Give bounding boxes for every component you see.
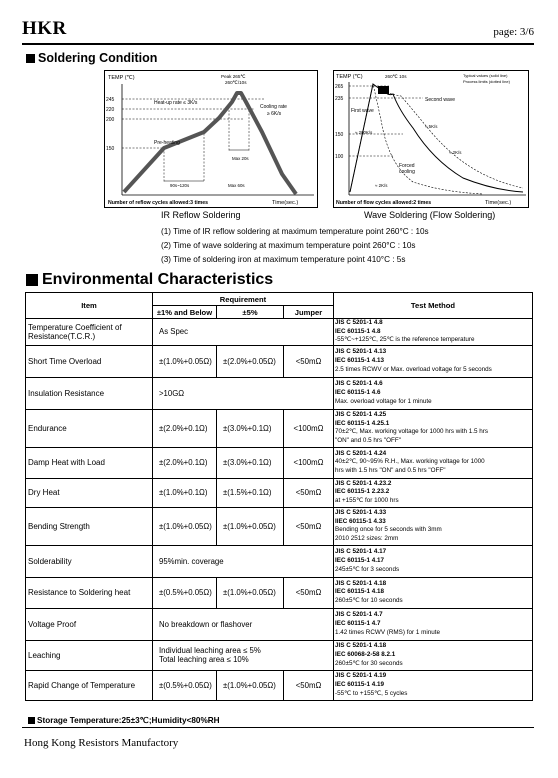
row-item: Bending Strength	[26, 507, 153, 545]
header-divider	[22, 43, 534, 45]
caption-ir-reflow: IR Reflow Soldering	[161, 210, 241, 220]
row-req-5pct: ±(1.0%+0.05Ω)	[217, 507, 284, 545]
storage-condition	[28, 715, 220, 725]
reflow-t1-label: 90s~120s	[170, 183, 190, 188]
table-row	[26, 345, 533, 377]
header-jumper: Jumper	[284, 306, 334, 319]
wave-tick-100: 100	[335, 154, 344, 160]
reflow-y-label: TEMP (℃)	[108, 75, 135, 81]
note-iron-time: (3) Time of soldering iron at maximum temperature point 410°C : 5s	[161, 255, 406, 264]
wave-soldering-chart	[333, 70, 529, 208]
reflow-tick-245: 245	[106, 97, 115, 103]
row-req-5pct: ±(3.0%+0.1Ω)	[217, 409, 284, 447]
wave-frame	[334, 71, 529, 208]
table-row	[26, 478, 533, 507]
wave-rate-3: ≈ 2K/s	[449, 150, 462, 155]
row-req-1pct: ±(1.0%+0.05Ω)	[153, 345, 217, 377]
ir-reflow-chart	[104, 70, 318, 208]
page-number: page: 3/6	[493, 26, 534, 38]
row-test-method: JIS C 5201-1 4.8 IEC 60115-1 4.8 -55℃~+125℃, 25℃ is the reference temperature	[334, 319, 533, 346]
table-row	[26, 409, 533, 447]
note-ir-reflow-time: (1) Time of IR reflow soldering at maximum temperature point 260°C : 10s	[161, 227, 429, 236]
reflow-cooling-label: Cooling rate	[260, 104, 287, 110]
wave-rate-4: ≈ 2K/s	[375, 183, 388, 188]
row-requirement: 95%min. coverage	[153, 545, 334, 577]
row-item: Leaching	[26, 640, 153, 670]
reflow-tick-220: 220	[106, 107, 115, 113]
row-requirement: As Spec	[153, 319, 334, 346]
row-item: Insulation Resistance	[26, 377, 153, 409]
reflow-tick-200: 200	[106, 117, 115, 123]
row-req-1pct: ±(1.0%+0.05Ω)	[153, 507, 217, 545]
leaching-total: Total leaching area ≤ 10%	[159, 655, 249, 665]
wave-rate-1: ≈ 200K/s	[355, 130, 373, 135]
reflow-peak-time: 260℃/10s	[225, 80, 247, 85]
row-test-method: JIS C 5201-1 4.6 IEC 60115-1 4.6 Max. overload voltage for 1 minute	[334, 377, 533, 409]
wave-cooling-label: cooling	[399, 169, 415, 175]
header-5pct: ±5%	[217, 306, 284, 319]
storage-text: Storage Temperature:25±3℃;Humidity<80%RH	[37, 716, 220, 725]
table-row	[26, 447, 533, 478]
footer-company: Hong Kong Resistors Manufactory	[24, 737, 179, 749]
row-requirement: >10GΩ	[153, 377, 334, 409]
row-req-jumper: <100mΩ	[284, 409, 334, 447]
environmental-title-text: Environmental Characteristics	[42, 271, 274, 288]
row-req-jumper: <100mΩ	[284, 447, 334, 478]
header-1pct: ±1% and Below	[153, 306, 217, 319]
reflow-frame	[105, 71, 318, 208]
row-test-method: JIS C 5201-1 4.23.2 IEC 60115-1 2.23.2 at +155℃ for 1000 hrs	[334, 478, 533, 507]
row-req-jumper: <50mΩ	[284, 345, 334, 377]
row-req-5pct: ±(1.0%+0.05Ω)	[217, 577, 284, 608]
row-item: Endurance	[26, 409, 153, 447]
row-req-jumper: <50mΩ	[284, 507, 334, 545]
row-req-jumper: <50mΩ	[284, 670, 334, 700]
reflow-peak-label: Peak 265℃	[221, 74, 246, 79]
row-item: Voltage Proof	[26, 608, 153, 640]
header-test-method: Test Method	[334, 293, 533, 319]
wave-y-label: TEMP (℃)	[336, 74, 363, 80]
table-row	[26, 670, 533, 700]
row-item: Resistance to Soldering heat	[26, 577, 153, 608]
reflow-heatup-label: Heat-up rate ≤ 3K/s	[154, 100, 198, 106]
reflow-time-label: Time(sec.)	[272, 200, 299, 206]
reflow-preheat-label: Pre-heating	[154, 140, 180, 146]
row-test-method: JIS C 5201-1 4.7 IEC 60115-1 4.7 1.42 times RCWV (RMS) for 1 minute	[334, 608, 533, 640]
row-req-5pct: ±(1.5%+0.1Ω)	[217, 478, 284, 507]
row-req-5pct: ±(1.0%+0.05Ω)	[217, 670, 284, 700]
wave-rate-2: ≈ 5K/s	[425, 124, 438, 129]
wave-forced-label: Forced	[399, 163, 415, 169]
row-test-method: JIS C 5201-1 4.24 40±2℃, 90~95% R.H., Max. working voltage for 1000 hrs with 1.5 hrs "ON" and 0.5 hrs "OFF"	[334, 447, 533, 478]
table-row	[26, 640, 533, 670]
reflow-t3-label: Max 60s	[228, 183, 245, 188]
row-req-5pct: ±(2.0%+0.05Ω)	[217, 345, 284, 377]
bullet-square-icon	[28, 717, 35, 724]
leaching-individual: Individual leaching area ≤ 5%	[159, 646, 261, 656]
bullet-square-icon	[26, 54, 35, 63]
wave-tick-265: 265	[335, 84, 344, 90]
row-req-1pct: ±(2.0%+0.1Ω)	[153, 409, 217, 447]
note-wave-time: (2) Time of wave soldering at maximum temperature point 260°C : 10s	[161, 241, 416, 250]
row-item: Solderability	[26, 545, 153, 577]
wave-peak-label: 260℃ 10s	[385, 74, 407, 79]
row-req-1pct: ±(0.5%+0.05Ω)	[153, 577, 217, 608]
row-test-method: JIS C 5201-1 4.33 IIEC 60115-1 4.33 Bending once for 5 seconds with 3mm 2010 2512 sizes: 2mm	[334, 507, 533, 545]
row-test-method: JIS C 5201-1 4.18 IEC 60068-2-58 8.2.1 260±5℃ for 30 seconds	[334, 640, 533, 670]
row-test-method: JIS C 5201-1 4.25 IEC 60115-1 4.25.1 70±2℃, Max. working voltage for 1000 hrs with 1.5 hrs "ON" and 0.5 hrs "OFF"	[334, 409, 533, 447]
header-item: Item	[26, 293, 153, 319]
table-row	[26, 377, 533, 409]
wave-second-label: Second wave	[425, 97, 456, 103]
reflow-t2-label: Max 20s	[232, 156, 249, 161]
reflow-cycles-label: Number of reflow cycles allowed:3 times	[108, 200, 209, 206]
row-test-method: JIS C 5201-1 4.19 IEC 60115-1 4.19 -55℃ to +155℃, 5 cycles	[334, 670, 533, 700]
row-req-1pct: ±(0.5%+0.05Ω)	[153, 670, 217, 700]
wave-cycles-label: Number of flow cycles allowed:2 times	[336, 200, 432, 206]
reflow-tick-150: 150	[106, 146, 115, 152]
wave-time-label: Time(sec.)	[485, 200, 512, 206]
row-requirement	[153, 640, 334, 670]
row-item: Dry Heat	[26, 478, 153, 507]
wave-tick-150: 150	[335, 132, 344, 138]
row-req-jumper: <50mΩ	[284, 577, 334, 608]
table-row	[26, 545, 533, 577]
caption-wave-soldering: Wave Soldering (Flow Soldering)	[364, 210, 496, 220]
footer-divider	[22, 727, 534, 728]
row-item: Rapid Change of Temperature	[26, 670, 153, 700]
wave-first-label: First wave	[351, 108, 374, 114]
table-row	[26, 608, 533, 640]
row-req-1pct: ±(1.0%+0.1Ω)	[153, 478, 217, 507]
row-test-method: JIS C 5201-1 4.18 IEC 60115-1 4.18 260±5℃ for 10 seconds	[334, 577, 533, 608]
bullet-square-icon	[26, 274, 38, 286]
environmental-table	[25, 292, 533, 701]
row-req-jumper: <50mΩ	[284, 478, 334, 507]
wave-peak-marker	[378, 86, 389, 94]
environmental-section-title	[26, 271, 273, 289]
reflow-cooling-rate: ≥ 6K/s	[267, 111, 282, 117]
row-requirement: No breakdown or flashover	[153, 608, 334, 640]
brand-logo: HKR	[22, 18, 67, 39]
row-item: Damp Heat with Load	[26, 447, 153, 478]
table-row	[26, 319, 533, 346]
soldering-section-title	[26, 51, 157, 65]
row-req-1pct: ±(2.0%+0.1Ω)	[153, 447, 217, 478]
row-item: Short Time Overload	[26, 345, 153, 377]
row-test-method: JIS C 5201-1 4.13 IEC 60115-1 4.13 2.5 times RCWV or Max. overload voltage for 5 seconds	[334, 345, 533, 377]
wave-legend-limits: Process limits (dotted line)	[463, 79, 510, 84]
row-req-5pct: ±(3.0%+0.1Ω)	[217, 447, 284, 478]
wave-tick-235: 235	[335, 96, 344, 102]
soldering-title-text: Soldering Condition	[38, 51, 158, 65]
wave-legend-typical: Typical values (solid line)	[463, 73, 508, 78]
table-row	[26, 507, 533, 545]
table-row	[26, 577, 533, 608]
header-requirement: Requirement	[153, 293, 334, 306]
row-item: Temperature Coefficient of Resistance(T.C.R.)	[26, 319, 153, 346]
row-test-method: JIS C 5201-1 4.17 IEC 60115-1 4.17 245±5℃ for 3 seconds	[334, 545, 533, 577]
